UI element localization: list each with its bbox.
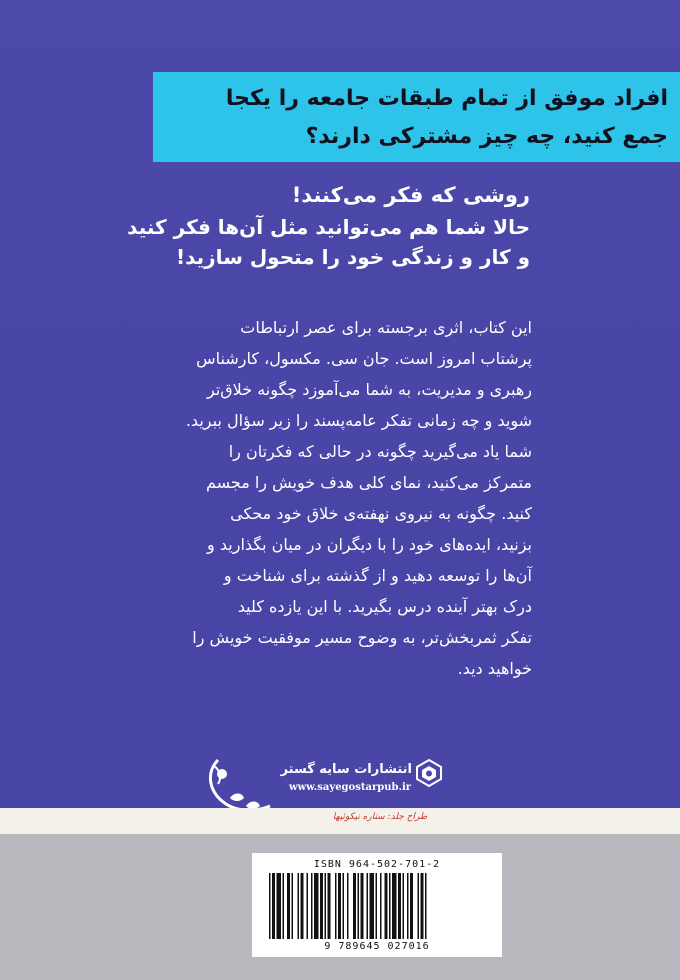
publisher-name: انتشارات سایه گستر (280, 762, 412, 777)
publisher-logo-icon (414, 758, 444, 788)
description-paragraph (152, 312, 532, 684)
question-banner (153, 72, 680, 162)
cover-designer-credit: طراح جلد: ستاره نیکوئیها (332, 812, 428, 822)
banner-line-1: افراد موفق از تمام طبقات جامعه را یکجا (225, 86, 668, 111)
description-line: شوید و چه زمانی تفکر عامه‌پسند را زیر سؤال ببرید. (185, 411, 532, 430)
description-line: شما یاد می‌گیرید چگونه در حالی که فکرتان را (228, 442, 532, 461)
barcode-icon (267, 873, 487, 939)
description-line: تفکر ثمربخش‌تر، به وضوح مسیر موفقیت خویش را (192, 628, 532, 647)
headline-line-1: روشی که فکر می‌کنند! (291, 183, 530, 207)
description-line: آن‌ها را توسعه دهید و از گذشته برای شناخت و (223, 566, 532, 585)
headline-line-3: و کار و زندگی خود را متحول سازید! (175, 245, 530, 269)
publisher-url: www.sayegostarpub.ir (288, 782, 412, 793)
description-line: کنید. چگونه به نیروی نهفته‌ی خلاق خود محکی (230, 504, 532, 523)
description-line: خواهید دید. (457, 659, 532, 678)
description-line: پرشتاب امروز است. جان سی. مکسول، کارشناس (196, 349, 532, 368)
description-line: این کتاب، اثری برجسته برای عصر ارتباطات (240, 318, 532, 337)
isbn-number: ISBN 964-502-701-2 (313, 859, 441, 870)
barcode-label (252, 853, 502, 957)
description-line: متمرکز می‌کنید، نمای کلی هدف خویش را مجسم (205, 473, 532, 492)
description-line: درک بهتر آینده درس بگیرید. با این یازده کلید (237, 597, 532, 616)
description-line: بزنید، ایده‌های خود را با دیگران در میان بگذارید و (207, 535, 532, 554)
description-line: رهبری و مدیریت، به شما می‌آموزد چگونه خلاق‌تر (206, 380, 532, 399)
ean-number: 9 789645 027016 (324, 941, 430, 952)
banner-line-2: جمع کنید، چه چیز مشترکی دارند؟ (305, 124, 668, 149)
headline (110, 180, 530, 272)
headline-line-2: حالا شما هم می‌توانید مثل آن‌ها فکر کنید (127, 215, 530, 239)
